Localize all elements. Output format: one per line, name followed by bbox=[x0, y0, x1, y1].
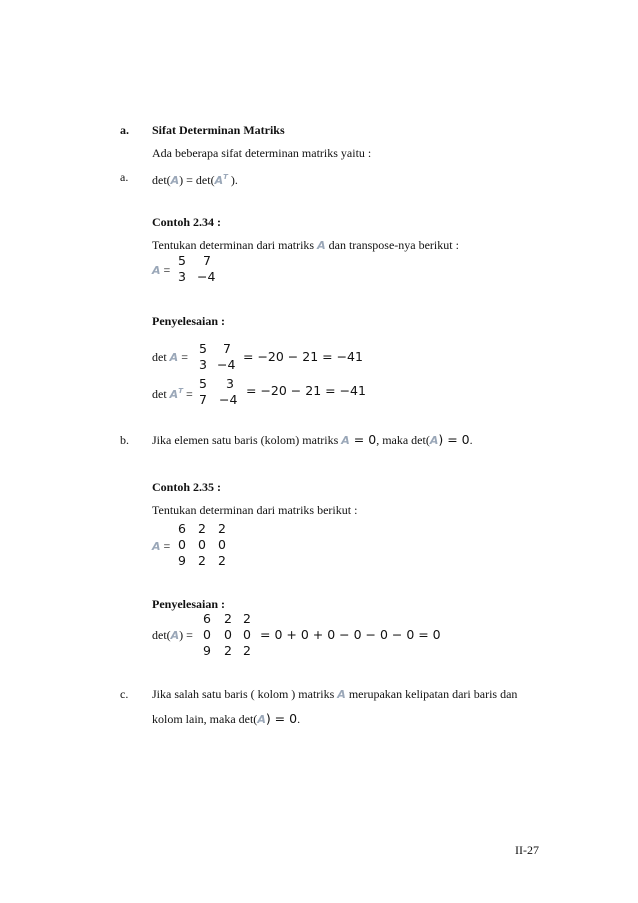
matrix-cell: 0 bbox=[243, 627, 251, 642]
det-middle: ) = det( bbox=[179, 173, 215, 187]
property-a-text bbox=[152, 170, 238, 188]
matrix-cell: 5 bbox=[199, 341, 207, 356]
solution-235-title: Penyelesaian : bbox=[152, 597, 225, 611]
matrix-variable: A bbox=[152, 540, 161, 553]
matrix-cell: 0 bbox=[198, 537, 206, 552]
matrix-cell: 7 bbox=[203, 253, 211, 268]
matrix-cell: 3 bbox=[226, 376, 234, 391]
det-suffix: ). bbox=[227, 173, 238, 187]
solution-234-det-label bbox=[152, 350, 188, 365]
matrix-cell: 7 bbox=[199, 392, 207, 407]
property-text: Jika elemen satu baris (kolom) matriks bbox=[152, 433, 342, 447]
matrix-cell: 0 bbox=[178, 537, 186, 552]
matrix-cell: 6 bbox=[203, 611, 211, 626]
property-b-text bbox=[152, 433, 473, 448]
math-expression: = 0 bbox=[349, 432, 377, 447]
matrix-variable: A bbox=[169, 388, 179, 401]
section-marker: a. bbox=[120, 123, 129, 137]
property-text: Jika salah satu baris ( kolom ) matriks bbox=[152, 687, 338, 701]
equals-sign: = bbox=[182, 387, 193, 401]
math-expression: ) = 0 bbox=[265, 711, 298, 726]
matrix-variable: A bbox=[169, 351, 179, 364]
matrix-cell: 9 bbox=[178, 553, 186, 568]
prompt-text: Tentukan determinan dari matriks bbox=[152, 238, 318, 252]
det-prefix: det bbox=[152, 350, 170, 364]
matrix-cell: 2 bbox=[198, 553, 206, 568]
matrix-cell: 0 bbox=[203, 627, 211, 642]
matrix-variable: A bbox=[337, 688, 346, 701]
matrix-variable: A bbox=[341, 434, 350, 447]
matrix-cell: 2 bbox=[198, 521, 206, 536]
matrix-cell: 2 bbox=[218, 521, 226, 536]
matrix-variable: A bbox=[257, 713, 266, 726]
matrix-cell: 2 bbox=[224, 611, 232, 626]
matrix-cell: 0 bbox=[218, 537, 226, 552]
property-c-line-2 bbox=[152, 712, 300, 727]
matrix-cell: 2 bbox=[218, 553, 226, 568]
example-234-matrix-label bbox=[152, 263, 170, 278]
matrix-cell: −4 bbox=[219, 392, 238, 407]
matrix-cell: 2 bbox=[243, 611, 251, 626]
matrix-cell: 6 bbox=[178, 521, 186, 536]
section-title: Sifat Determinan Matriks bbox=[152, 123, 285, 137]
matrix-variable: A bbox=[214, 174, 224, 187]
property-a-marker: a. bbox=[120, 170, 129, 184]
det-prefix: det bbox=[152, 387, 170, 401]
matrix-cell: 9 bbox=[203, 643, 211, 658]
transpose-superscript: T bbox=[223, 173, 228, 181]
matrix-cell: 3 bbox=[199, 357, 207, 372]
matrix-cell: 5 bbox=[199, 376, 207, 391]
matrix-cell: −4 bbox=[197, 269, 216, 284]
matrix-variable: A bbox=[429, 434, 439, 447]
solution-234-title: Penyelesaian : bbox=[152, 314, 225, 328]
solution-234-result-1: = −20 − 21 = −41 bbox=[243, 349, 363, 364]
matrix-cell: 7 bbox=[223, 341, 231, 356]
property-text: kolom lain, maka det( bbox=[152, 712, 258, 726]
solution-235-result: = 0 + 0 + 0 − 0 − 0 − 0 = 0 bbox=[260, 627, 441, 642]
det-prefix: det( bbox=[152, 628, 171, 642]
example-234-title: Contoh 2.34 : bbox=[152, 215, 222, 229]
matrix-variable: A bbox=[170, 629, 180, 642]
math-expression: ) = 0 bbox=[438, 432, 470, 447]
section-intro: Ada beberapa sifat determinan matriks yaitu : bbox=[152, 146, 372, 160]
property-c-line-1 bbox=[152, 687, 517, 702]
matrix-variable: A bbox=[152, 264, 161, 277]
property-b-marker: b. bbox=[120, 433, 129, 447]
matrix-cell: 3 bbox=[178, 269, 186, 284]
matrix-variable: A bbox=[170, 174, 180, 187]
example-235-matrix-label bbox=[152, 539, 170, 554]
matrix-cell: 2 bbox=[224, 643, 232, 658]
example-235-prompt: Tentukan determinan dari matriks berikut : bbox=[152, 503, 358, 517]
property-text: , maka det( bbox=[376, 433, 430, 447]
transpose-superscript: T bbox=[178, 387, 183, 395]
property-c-marker: c. bbox=[120, 687, 129, 701]
example-235-title: Contoh 2.35 : bbox=[152, 480, 222, 494]
det-prefix: det( bbox=[152, 173, 171, 187]
solution-234-result-2: = −20 − 21 = −41 bbox=[246, 383, 366, 398]
page-number: II-27 bbox=[515, 843, 539, 857]
matrix-cell: 0 bbox=[224, 627, 232, 642]
matrix-cell: 2 bbox=[243, 643, 251, 658]
equals-sign: = bbox=[178, 350, 188, 364]
property-text: . bbox=[297, 712, 301, 726]
solution-235-det-label bbox=[152, 628, 193, 643]
property-text: . bbox=[469, 433, 473, 447]
equals-sign: = bbox=[160, 263, 171, 277]
matrix-cell: −4 bbox=[217, 357, 236, 372]
equals-sign: ) = bbox=[179, 628, 193, 642]
matrix-cell: 5 bbox=[178, 253, 186, 268]
equals-sign: = bbox=[160, 539, 171, 553]
prompt-text: dan transpose-nya berikut : bbox=[325, 238, 459, 252]
property-text: merupakan kelipatan dari baris dan bbox=[345, 687, 518, 701]
solution-234-det-transpose-label bbox=[152, 384, 193, 402]
example-234-prompt bbox=[152, 238, 459, 253]
matrix-variable: A bbox=[317, 239, 326, 252]
